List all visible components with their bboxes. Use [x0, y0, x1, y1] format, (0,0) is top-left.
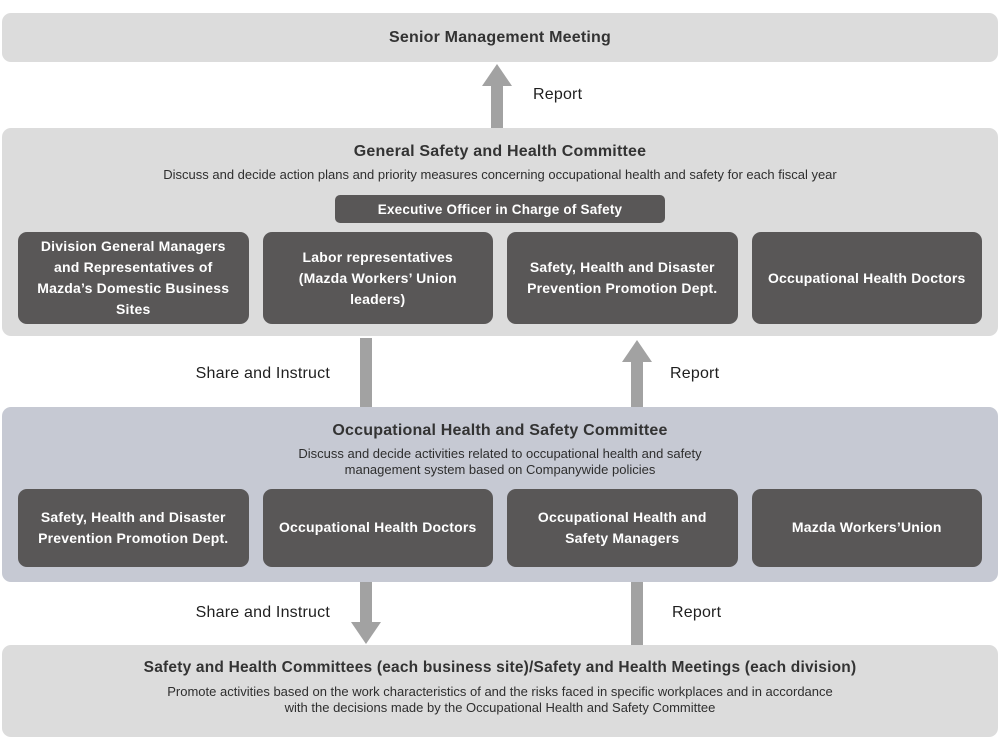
share-instruct-line-mid	[360, 338, 372, 407]
report-arrow-shaft-mid	[631, 360, 643, 407]
member-box-mazda-workers-union: Mazda Workers’Union	[752, 489, 983, 567]
member-box-division-general-managers: Division General Managers and Representatives of Mazda’s Domestic Business Sites	[18, 232, 249, 324]
member-box-labor-representatives: Labor representatives (Mazda Workers’ Union leaders)	[263, 232, 494, 324]
arrow-shaft	[491, 84, 503, 128]
site-committees-section	[2, 645, 998, 737]
occupational-health-safety-committee-section	[2, 407, 998, 582]
ohs-subtitle-line1: Discuss and decide activities related to occupational health and safety	[298, 446, 702, 462]
report-label-bottom: Report	[672, 604, 722, 621]
general-committee-members	[2, 232, 998, 324]
senior-management-title: Senior Management Meeting	[389, 28, 611, 46]
arrow-up-icon	[622, 340, 652, 362]
share-instruct-label-bottom: Share and Instruct	[195, 604, 330, 621]
general-committee-title: General Safety and Health Committee	[353, 143, 647, 160]
executive-officer-box: Executive Officer in Charge of Safety	[335, 195, 665, 223]
site-subtitle-line2: with the decisions made by the Occupational Health and Safety Committee	[284, 699, 716, 715]
report-line-bottom	[631, 582, 643, 645]
member-box-safety-health-disaster-dept: Safety, Health and Disaster Prevention Promotion Dept.	[18, 489, 249, 567]
site-committees-title: Safety and Health Committees (each business site)/Safety and Health Meetings (each division)	[143, 659, 857, 676]
report-label-top: Report	[533, 86, 583, 103]
report-label-mid: Report	[670, 365, 720, 382]
arrow-up-icon	[482, 64, 512, 86]
ohs-committee-title: Occupational Health and Safety Committee	[332, 422, 668, 439]
general-committee-subtitle: Discuss and decide action plans and priority measures concerning occupational health and safety for each fiscal year	[163, 167, 837, 183]
senior-management-banner	[2, 13, 998, 62]
general-safety-health-committee-section	[2, 128, 998, 336]
share-instruct-label-mid: Share and Instruct	[195, 365, 330, 382]
share-instruct-arrow-shaft-bottom	[360, 582, 372, 623]
site-subtitle-line1: Promote activities based on the work characteristics of and the risks faced in specific workplaces and in accordance	[167, 683, 833, 699]
member-box-occupational-health-doctors: Occupational Health Doctors	[752, 232, 983, 324]
member-box-ohs-managers: Occupational Health and Safety Managers	[507, 489, 738, 567]
arrow-down-icon	[351, 622, 381, 644]
ohs-committee-subtitle	[2, 446, 998, 479]
site-committees-subtitle	[2, 684, 998, 717]
ohs-subtitle-line2: management system based on Companywide policies	[344, 462, 656, 478]
ohs-committee-members	[2, 489, 998, 567]
member-box-safety-health-disaster-dept: Safety, Health and Disaster Prevention Promotion Dept.	[507, 232, 738, 324]
member-box-occupational-health-doctors: Occupational Health Doctors	[263, 489, 494, 567]
